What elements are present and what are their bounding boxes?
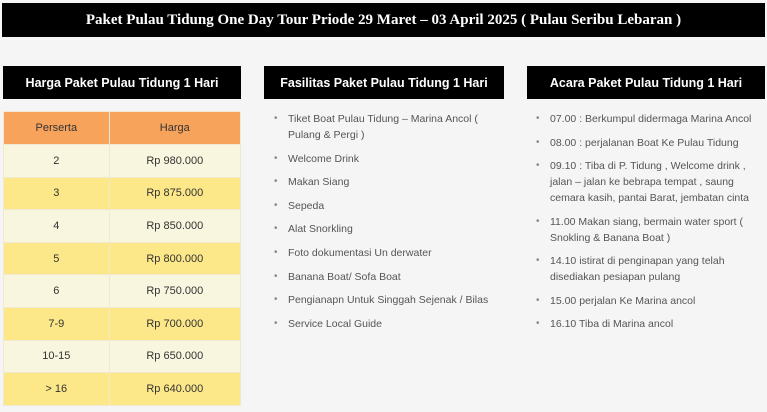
cell-harga: Rp 980.000 bbox=[109, 145, 240, 178]
cell-harga: Rp 640.000 bbox=[109, 373, 240, 406]
dot-bullet-icon: • bbox=[274, 199, 278, 211]
dot-bullet-icon: • bbox=[536, 160, 540, 171]
page-title-text: Paket Pulau Tidung One Day Tour Priode 29 Maret – 03 April 2025 ( Pulau Seribu Lebaran ) bbox=[85, 11, 682, 28]
price-table bbox=[3, 111, 241, 406]
list-item-text: 09.10 : Tiba di P. Tidung , Welcome drink , jalan – jalan ke bebrapa tempat , saung cemara kasih, pantai Barat, jembatan cinta bbox=[550, 160, 750, 204]
cell-peserta: > 16 bbox=[4, 373, 110, 406]
cell-harga: Rp 800.000 bbox=[109, 242, 240, 275]
cell-peserta: 6 bbox=[4, 275, 110, 308]
list-item bbox=[273, 245, 511, 261]
list-item-text: Alat Snorkling bbox=[288, 223, 353, 236]
schedule-list bbox=[535, 111, 765, 340]
list-item-text: Foto dokumentasi Un derwater bbox=[288, 246, 432, 259]
cell-harga: Rp 850.000 bbox=[109, 210, 240, 243]
facilities-section-heading bbox=[264, 66, 504, 99]
list-item bbox=[535, 293, 765, 309]
dot-bullet-icon: • bbox=[536, 113, 540, 124]
cell-peserta: 4 bbox=[4, 210, 110, 243]
list-item bbox=[273, 316, 511, 332]
list-item bbox=[273, 174, 511, 190]
list-item-text: Banana Boat/ Sofa Boat bbox=[288, 270, 401, 283]
price-heading-text: Harga Paket Pulau Tidung 1 Hari bbox=[25, 75, 219, 90]
list-item bbox=[535, 253, 765, 285]
dot-bullet-icon: • bbox=[536, 255, 540, 266]
list-item bbox=[273, 198, 511, 214]
dot-bullet-icon: • bbox=[536, 294, 540, 306]
table-row bbox=[4, 307, 241, 340]
table-row bbox=[4, 145, 241, 178]
list-item bbox=[535, 158, 765, 206]
facilities-list bbox=[273, 111, 511, 339]
list-item-text: Service Local Guide bbox=[288, 317, 382, 330]
table-row bbox=[4, 242, 241, 275]
table-row bbox=[4, 275, 241, 308]
dot-bullet-icon: • bbox=[274, 270, 278, 282]
cell-peserta: 5 bbox=[4, 242, 110, 275]
list-item-text: 16.10 Tiba di Marina ancol bbox=[550, 318, 674, 330]
table-row bbox=[4, 340, 241, 373]
cell-harga: Rp 700.000 bbox=[109, 307, 240, 340]
cell-harga: Rp 750.000 bbox=[109, 275, 240, 308]
price-section-heading bbox=[3, 66, 241, 99]
list-item-text: 08.00 : perjalanan Boat Ke Pulau Tidung bbox=[550, 136, 739, 149]
list-item bbox=[535, 135, 765, 151]
cell-peserta: 10-15 bbox=[4, 340, 110, 373]
dot-bullet-icon: • bbox=[274, 152, 278, 164]
list-item-text: Pengianapn Untuk Singgah Sejenak / Bilas bbox=[288, 294, 489, 307]
dot-bullet-icon: • bbox=[274, 294, 278, 306]
dot-bullet-icon: • bbox=[274, 246, 278, 258]
table-row bbox=[4, 177, 241, 210]
list-item-text: Welcome Drink bbox=[288, 152, 359, 165]
list-item bbox=[535, 111, 765, 127]
list-item-text: 11.00 Makan siang, bermain water sport ( Snokling & Banana Boat ) bbox=[550, 215, 743, 244]
list-item bbox=[273, 111, 511, 143]
table-row bbox=[4, 373, 241, 406]
list-item-text: Makan Siang bbox=[288, 176, 350, 189]
list-item-text: 07.00 : Berkumpul didermaga Marina Ancol bbox=[550, 113, 752, 125]
list-item bbox=[273, 221, 511, 237]
list-item bbox=[273, 269, 511, 285]
cell-harga: Rp 875.000 bbox=[109, 177, 240, 210]
column-header-harga: Harga bbox=[109, 112, 240, 145]
list-item bbox=[273, 292, 511, 308]
list-item bbox=[535, 214, 765, 246]
cell-peserta: 2 bbox=[4, 145, 110, 178]
list-item-text: Sepeda bbox=[288, 199, 325, 212]
cell-peserta: 3 bbox=[4, 177, 110, 210]
column-header-peserta: Perserta bbox=[4, 112, 110, 145]
list-item-text: Tiket Boat Pulau Tidung – Marina Ancol ( Pulang & Pergi ) bbox=[288, 113, 478, 141]
price-table-body bbox=[4, 145, 241, 406]
list-item bbox=[535, 316, 765, 332]
dot-bullet-icon: • bbox=[536, 215, 540, 227]
dot-bullet-icon: • bbox=[274, 176, 278, 188]
dot-bullet-icon: • bbox=[536, 318, 540, 329]
table-row bbox=[4, 210, 241, 243]
list-item-text: 15.00 perjalan Ke Marina ancol bbox=[550, 294, 696, 307]
cell-harga: Rp 650.000 bbox=[109, 340, 240, 373]
dot-bullet-icon: • bbox=[274, 223, 278, 235]
dot-bullet-icon: • bbox=[536, 136, 540, 148]
schedule-heading-text: Acara Paket Pulau Tidung 1 Hari bbox=[549, 75, 743, 90]
page-title bbox=[2, 3, 765, 37]
facilities-heading-text: Fasilitas Paket Pulau Tidung 1 Hari bbox=[280, 75, 488, 90]
dot-bullet-icon: • bbox=[274, 317, 278, 329]
list-item-text: 14.10 istirat di penginapan yang telah disediakan pesiapan pulang bbox=[550, 255, 725, 283]
dot-bullet-icon: • bbox=[274, 113, 278, 124]
list-item bbox=[273, 151, 511, 167]
cell-peserta: 7-9 bbox=[4, 307, 110, 340]
schedule-section-heading bbox=[527, 66, 765, 99]
price-table-header-row bbox=[4, 112, 241, 145]
